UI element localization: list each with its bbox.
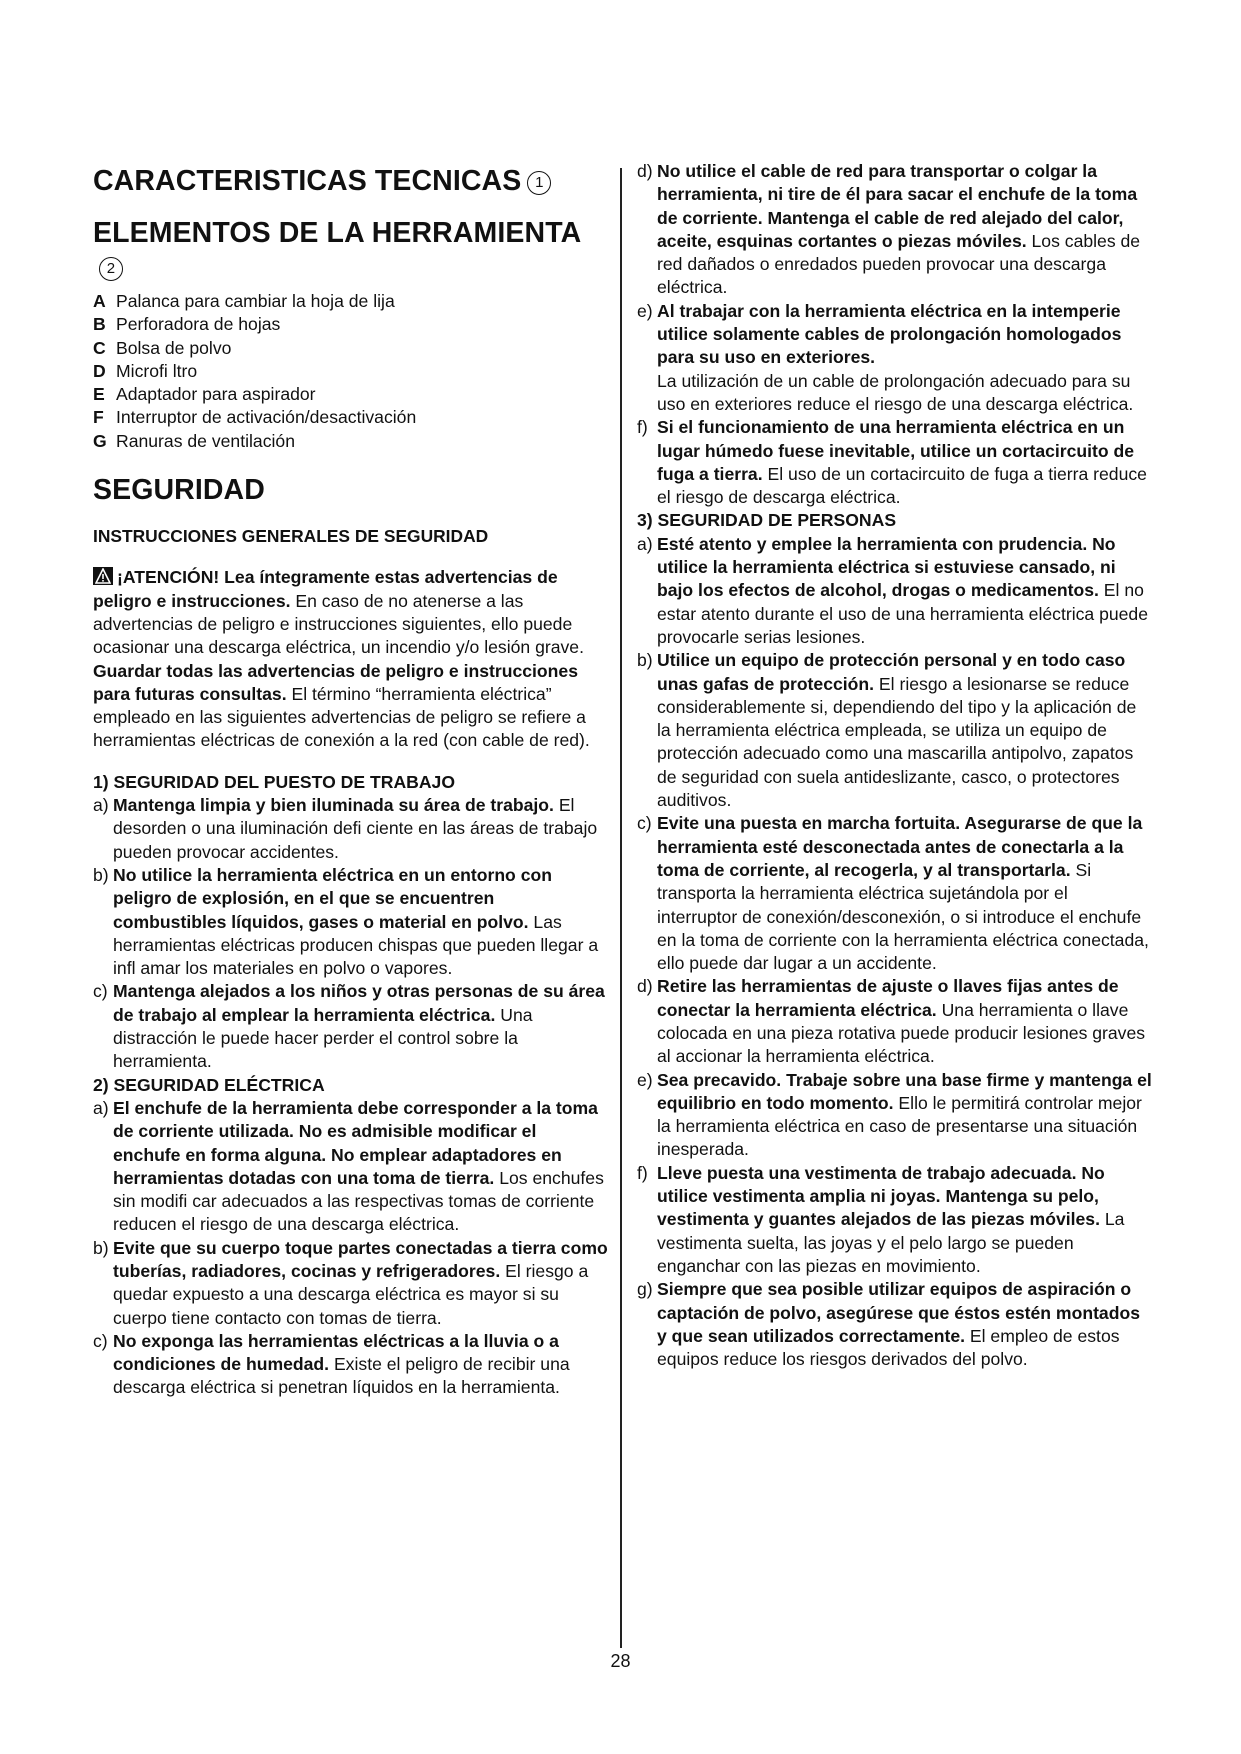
item-text: Los cables de red dañados o enredados pueden provocar una descarga eléctrica. (657, 230, 1141, 298)
item-label: d) (637, 976, 653, 997)
item-label: a) (93, 1097, 109, 1118)
item-bold: Esté atento y emplee la herramienta con prudencia. No utilice la herramienta eléctrica si estuviese cansado, ni bajo los efectos de alcohol, drogas o medicamentos. (657, 533, 1116, 601)
list-item (637, 975, 1152, 1068)
item-text: El riesgo a lesionarse se reduce considerablemente si, dependiendo del tipo y la aplicación de la herramienta eléctrica empleada, se utiliza un equipo de protección adecuado como una mascarilla antipolvo, zapatos de seguridad con suela antideslizante, casco, o protectores auditivos. (657, 673, 1137, 811)
item-bold: Retire las herramientas de ajuste o llaves fijas antes de conectar la herramienta eléctrica. (657, 976, 1119, 1020)
warning-text-1: En caso de no atenerse a las advertencias de peligro e instrucciones siguientes, ello puede ocasionar una descarga eléctrica, un incendio y/o lesión grave. (93, 590, 584, 658)
subheading-general-safety: INSTRUCCIONES GENERALES DE SEGURIDAD (93, 526, 489, 547)
heading-text: ELEMENTOS DE LA HERRAMIENTA (93, 217, 582, 249)
item-key: C (93, 337, 106, 358)
item-bold: Utilice un equipo de protección personal y en todo caso unas gafas de protección. (657, 650, 1126, 694)
item-key: E (93, 384, 105, 405)
item-text: La vestimenta suelta, las joyas y el pelo largo se pueden enganchar con las piezas en movimiento. (657, 1209, 1125, 1276)
item-label: e) (637, 1069, 653, 1090)
list-item (637, 300, 1152, 416)
heading-text: CARACTERISTICAS TECNICAS (93, 165, 522, 197)
item-label: b) (93, 1237, 109, 1258)
section-3-title: 3) SEGURIDAD DE PERSONAS (637, 510, 897, 531)
item-text: Adaptador para aspirador (116, 384, 316, 405)
item-bold: Evite que su cuerpo toque partes conectadas a tierra como tuberías, radiadores, cocinas y refrigeradores. (113, 1237, 608, 1281)
list-item (93, 794, 608, 864)
list-item (637, 649, 1152, 812)
item-label: e) (637, 300, 653, 321)
list-item (637, 416, 1152, 509)
list-item (93, 1237, 608, 1330)
list-item (93, 1330, 608, 1400)
item-bold: No exponga las herramientas eléctricas a la lluvia o a condiciones de humedad. (113, 1330, 559, 1375)
item-bold: Al trabajar con la herramienta eléctrica en la intemperie utilice solamente cables de prolongación homologados para su uso en exteriores. (657, 300, 1122, 368)
item-label: b) (93, 864, 109, 885)
item-bold: El enchufe de la herramienta debe corresponder a la toma de corriente utilizada. No es admisible modificar el enchufe en forma alguna. No emplear adaptadores en herramientas dotadas con una toma de tierra. (113, 1097, 598, 1188)
left-column (93, 160, 608, 1400)
item-text: La utilización de un cable de prolongación adecuado para su uso en exteriores reduce el riesgo de una descarga eléctrica. (657, 370, 1134, 414)
list-item (93, 430, 608, 453)
item-bold: No utilice el cable de red para transportar o colgar la herramienta, ni tire de él para sacar el enchufe de la toma de corriente. Mantenga el cable de red alejado del calor, aceite, esquinas cortantes o piezas móviles. (657, 161, 1138, 251)
item-text: Ranuras de ventilación (116, 430, 295, 451)
item-bold: No utilice la herramienta eléctrica en un entorno con peligro de explosión, en el que se encuentren combustibles líquidos, gases o material en polvo. (113, 864, 552, 932)
item-text: Bolsa de polvo (116, 337, 232, 358)
warning-paragraph (93, 566, 608, 752)
item-key: A (93, 291, 106, 311)
figure-ref-2: 2 (99, 257, 123, 281)
item-label: f) (637, 1162, 648, 1183)
elements-list (93, 290, 608, 453)
item-text: Microfi ltro (116, 360, 198, 381)
item-text: El riesgo a quedar expuesto a una descarga eléctrica es mayor si su cuerpo tiene contacto con tomas de tierra. (113, 1260, 589, 1328)
item-text: Una herramienta o llave colocada en una pieza rotativa puede producir lesiones graves al accionar la herramienta eléctrica. (657, 999, 1146, 1067)
item-label: c) (93, 981, 108, 1002)
warning-text-2: El término “herramienta eléctrica” empleado en las siguientes advertencias de peligro se refiere a herramientas eléctricas de conexión a la red (con cable de red). (93, 683, 590, 751)
item-text: Existe el peligro de recibir una descarga eléctrica si penetran líquidos en la herramienta. (113, 1354, 570, 1398)
item-text: Los enchufes sin modifi car adecuados a las respectivas tomas de corriente reducen el riesgo de una descarga eléctrica. (113, 1167, 604, 1235)
item-bold: Si el funcionamiento de una herramienta eléctrica en un lugar húmedo fuese inevitable, utilice un cortacircuito de fuga a tierra. (657, 417, 1135, 484)
section-2-title: 2) SEGURIDAD ELÉCTRICA (93, 1074, 325, 1095)
item-label: c) (93, 1330, 108, 1351)
item-label: c) (637, 813, 652, 834)
item-bold: Sea precavido. Trabaje sobre una base firme y mantenga el equilibrio en todo momento. (657, 1069, 1152, 1113)
item-text: El desorden o una iluminación defi ciente en las áreas de trabajo pueden provocar accidentes. (113, 795, 598, 862)
item-text: El no estar atento durante el uso de una herramienta eléctrica puede provocarle serias lesiones. (657, 580, 1148, 647)
list-item (93, 337, 608, 360)
list-item (93, 313, 608, 336)
list-item (93, 1097, 608, 1237)
item-key: G (93, 430, 107, 451)
item-text: Perforadora de hojas (116, 314, 281, 335)
item-bold: Lleve puesta una vestimenta de trabajo adecuada. No utilice vestimenta amplia ni joyas. Mantenga su pelo, vestimenta y guantes alejados de las piezas móviles. (657, 1162, 1105, 1230)
item-key: D (93, 360, 106, 381)
item-label: a) (637, 533, 653, 554)
item-text: Interruptor de activación/desactivación (116, 407, 417, 428)
list-item (637, 160, 1152, 300)
item-bold: Mantenga alejados a los niños y otras personas de su área de trabajo al emplear la herramienta eléctrica. (113, 981, 605, 1025)
section-1-title: 1) SEGURIDAD DEL PUESTO DE TRABAJO (93, 771, 456, 792)
right-column (637, 160, 1152, 1371)
list-item (93, 864, 608, 980)
item-text: Si transporta la herramienta eléctrica sujetándola por el interruptor de conexión/desconexión, o si introduce el enchufe en la toma de corriente con la herramienta eléctrica conectada, ello puede dar lugar a un accidente. (657, 859, 1149, 974)
list-item (93, 980, 608, 1073)
list-item (637, 1069, 1152, 1162)
item-key: B (93, 314, 106, 335)
heading-tool-elements (93, 216, 608, 284)
list-item (637, 1162, 1152, 1278)
list-item (93, 360, 608, 383)
warning-bold-1: ¡ATENCIÓN! Lea íntegramente estas advertencias de peligro e instrucciones. (93, 567, 558, 611)
item-text: Una distracción le puede hacer perder el control sobre la herramienta. (113, 1004, 533, 1072)
list-item (93, 290, 608, 313)
item-key: F (93, 407, 104, 428)
item-bold: Siempre que sea posible utilizar equipos de aspiración o captación de polvo, asegúrese que éstos estén montados y que sean utilizados correctamente. (657, 1279, 1140, 1346)
item-label: b) (637, 650, 653, 671)
item-label: f) (637, 417, 648, 438)
item-label: a) (93, 795, 109, 816)
warning-bold-2: Guardar todas las advertencias de peligro e instrucciones para futuras consultas. (93, 660, 578, 704)
item-text: Ello le permitirá controlar mejor la herramienta eléctrica en caso de presentarse una situación inesperada. (657, 1092, 1142, 1160)
list-item (637, 812, 1152, 975)
item-label: g) (637, 1279, 653, 1300)
heading-safety: SEGURIDAD (93, 474, 265, 507)
item-text: El empleo de estos equipos reduce los riesgos derivados del polvo. (657, 1325, 1120, 1370)
column-divider (620, 168, 622, 1648)
heading-technical-characteristics (93, 164, 608, 198)
page-number: 28 (610, 1651, 631, 1671)
figure-ref-1: 1 (527, 171, 551, 195)
list-item (93, 406, 608, 429)
list-item (637, 533, 1152, 649)
item-label: d) (637, 161, 653, 181)
item-text: Palanca para cambiar la hoja de lija (116, 291, 395, 311)
item-text: El uso de un cortacircuito de fuga a tierra reduce el riesgo de descarga eléctrica. (657, 463, 1147, 508)
item-bold: Evite una puesta en marcha fortuita. Asegurarse de que la herramienta esté desconectada antes de conectarla a la toma de corriente, al recogerla, y al transportarla. (657, 813, 1143, 880)
item-text: Las herramientas eléctricas producen chispas que pueden llegar a infl amar los materiales en polvo o vapores. (113, 911, 599, 979)
list-item (93, 383, 608, 406)
item-bold: Mantenga limpia y bien iluminada su área de trabajo. (113, 795, 554, 816)
warning-triangle-icon (93, 567, 113, 585)
list-item (637, 1278, 1152, 1371)
